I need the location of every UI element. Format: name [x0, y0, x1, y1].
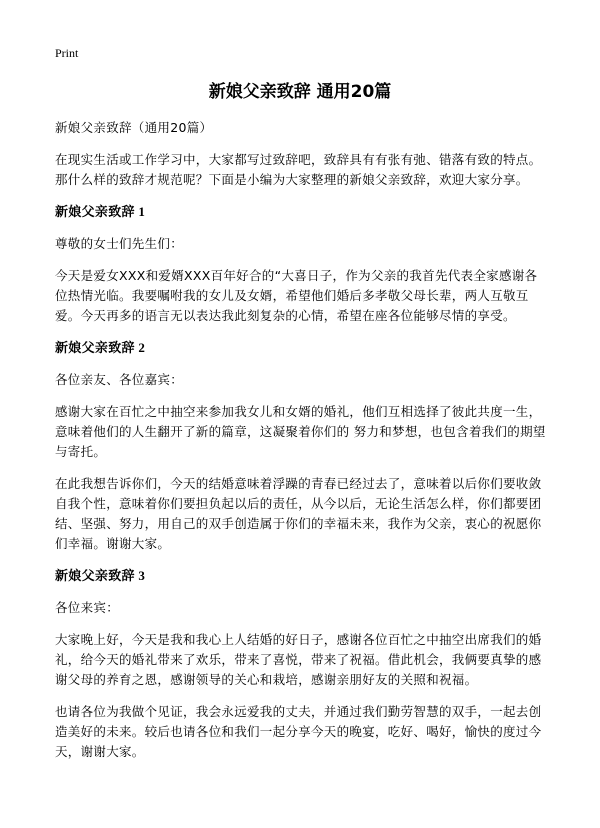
article-subtitle: 新娘父亲致辞（通用20篇）: [55, 120, 213, 135]
article-body: [55, 118, 547, 774]
section-paragraph: 今天是爱女XXX和爱婿XXX百年好合的“大喜日子，作为父亲的我首先代表全家感谢各位热情光临。我要嘱咐我的女儿及女婿，希望他们婚后多孝敬父母长辈，两人互敬互爱。今天再多的语言无以表达我此刻复杂的心情，希望在座各位能够尽情的享受。: [55, 268, 538, 323]
page-title: 新娘父亲致辞 通用20篇: [208, 82, 392, 102]
section-heading: 新娘父亲致辞 2: [55, 340, 146, 355]
section-1: [55, 202, 547, 326]
section-greeting: 各位来宾：: [55, 600, 120, 615]
section-paragraph: 在此我想告诉你们，今天的结婚意味着浮躁的青春已经过去了，意味着以后你们要收敛自我个性，意味着你们要担负起以后的责任，从今以后，无论生活怎么样，你们都要团结、坚强、努力，用自己的双手创造属于你们的幸福未来，我作为父亲，衷心的祝愿你们幸福。谢谢大家。: [55, 476, 542, 551]
section-greeting: 各位亲友、各位嘉宾：: [55, 372, 184, 387]
section-heading: 新娘父亲致辞 1: [55, 204, 146, 219]
intro-paragraph: 在现实生活或工作学习中，大家都写过致辞吧，致辞具有有张有弛、错落有致的特点。那什么样的致辞才规范呢？下面是小编为大家整理的新娘父亲致辞，欢迎大家分享。: [55, 152, 542, 187]
section-3: [55, 566, 547, 762]
section-paragraph: 感谢大家在百忙之中抽空来参加我女儿和女婿的婚礼，他们互相选择了彼此共度一生，意味着他们的人生翻开了新的篇章，这凝聚着你们的 努力和梦想，也包含着我们的期望与寄托。: [55, 404, 546, 459]
section-paragraph: 大家晚上好，今天是我和我心上人结婚的好日子，感谢各位百忙之中抽空出席我们的婚礼，给今天的婚礼带来了欢乐，带来了喜悦，带来了祝福。借此机会，我俩要真挚的感谢父母的养育之恩，感谢领导的关心和栽培，感谢亲朋好友的关照和祝福。: [55, 632, 542, 687]
section-heading: 新娘父亲致辞 3: [55, 568, 146, 583]
section-greeting: 尊敬的女士们先生们：: [55, 236, 184, 251]
print-link[interactable]: Print: [55, 46, 79, 60]
section-2: [55, 338, 547, 554]
section-paragraph: 也请各位为我做个见证，我会永远爱我的丈夫，并通过我们勤劳智慧的双手，一起去创造美好的未来。较后也请各位和我们一起分享今天的晚宴，吃好、喝好，愉快的度过今天，谢谢大家。: [55, 704, 542, 759]
